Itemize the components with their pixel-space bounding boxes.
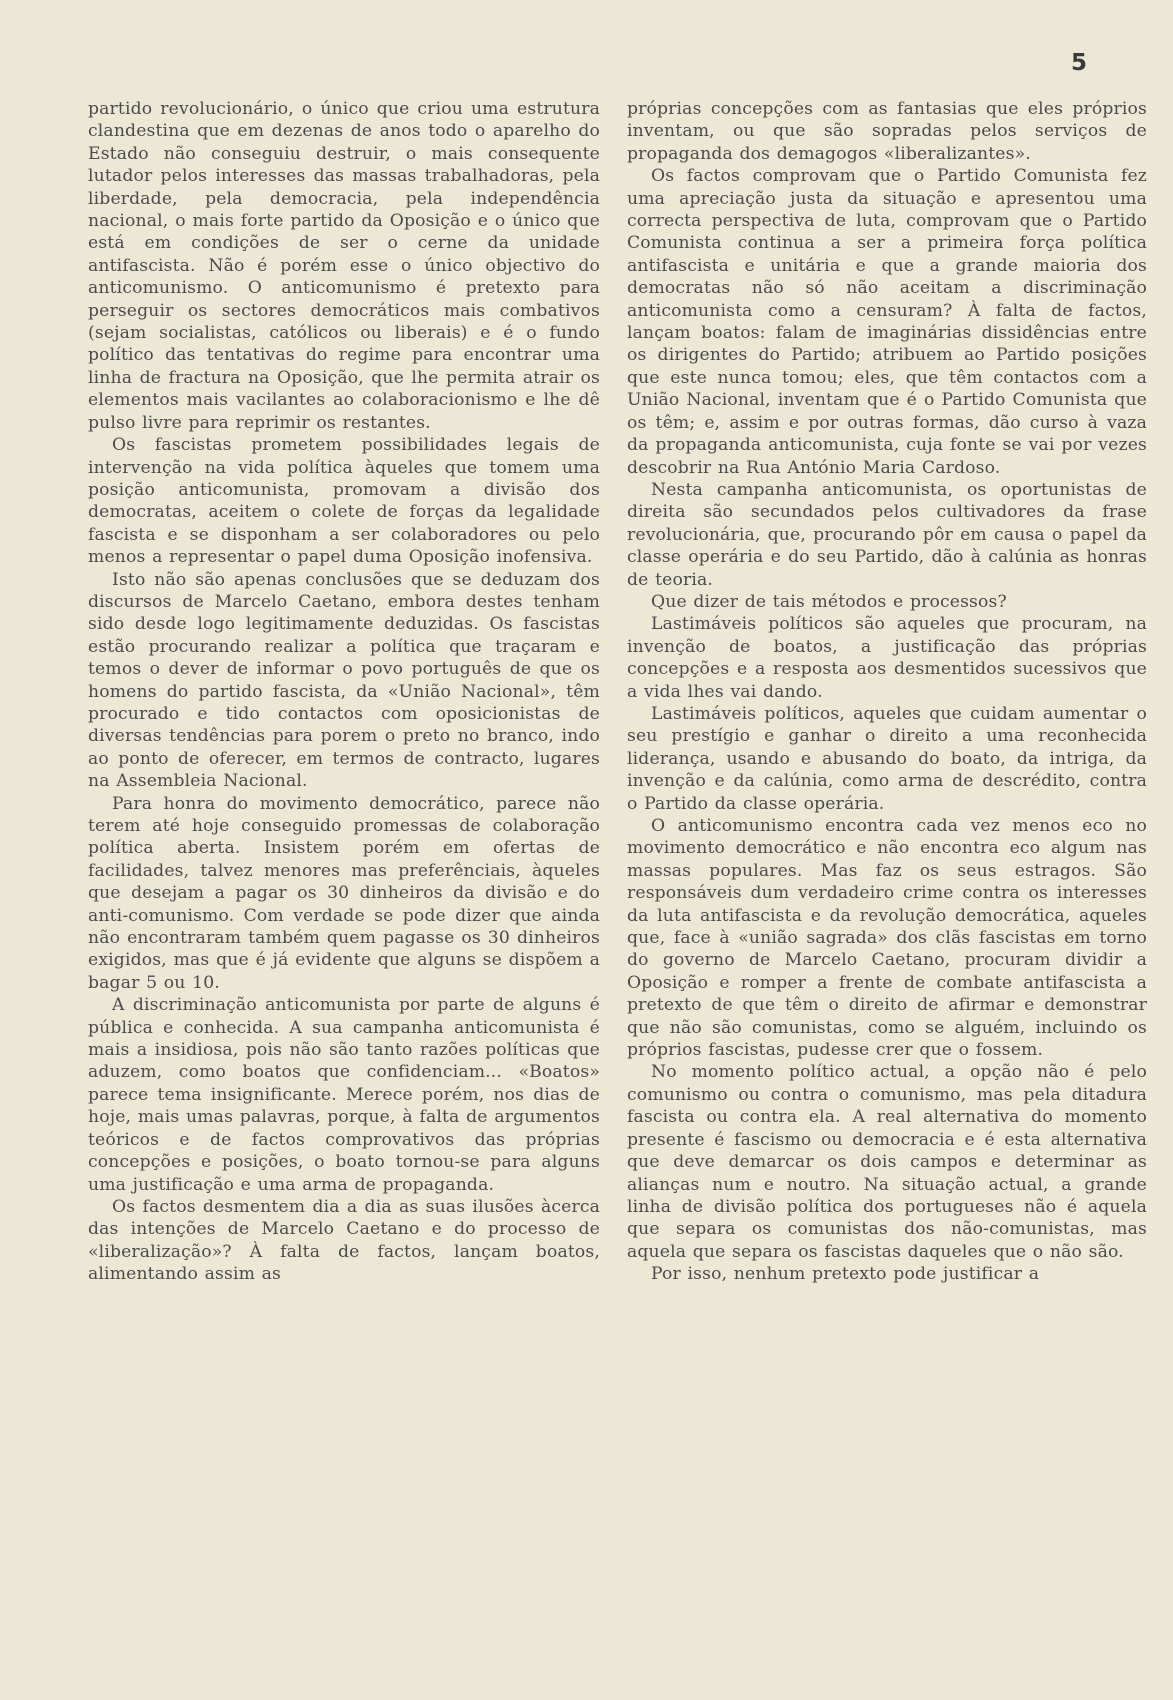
paragraph: partido revolucionário, o único que criou uma estrutura clandestina que em dezenas de anos todo o aparelho do Estado não conseguiu destruir, o mais consequente lutador pelos interesses das massas trabalhadoras, pela liberdade, pela democracia, pela independência nacional, o mais forte partido da Oposição e o único que está em condições de ser o cerne da unidade antifascista. Não é porém esse o único objectivo do anticomunismo. O anticomunismo é pretexto para perseguir os sectores democráticos mais combativos (sejam socialistas, católicos ou liberais) e é o fundo político das tentativas do regime para encontrar uma linha de fractura na Oposição, que lhe permita atrair os elementos mais vacilantes ao colaboracionismo e lhe dê pulso livre para reprimir os restantes. (88, 99, 600, 433)
paragraph: Que dizer de tais métodos e processos? (651, 591, 1007, 612)
right-column (627, 98, 1147, 1286)
paragraph: A discriminação anticomunista por parte de alguns é pública e conhecida. A sua campanha anticomunista é mais a insidiosa, pois não são tanto razões políticas que aduzem, como boatos que confidenciam... «Boatos» parece tema insignificante. Merece porém, nos dias de hoje, mais umas palavras, porque, à falta de argumentos teóricos e de factos comprovativos das próprias concepções e posições, o boato tornou-se para alguns uma justificação e uma arma de propaganda. (88, 995, 600, 1195)
paragraph: próprias concepções com as fantasias que eles próprios inventam, ou que são sopradas pelos serviços de propaganda dos demagogos «liberalizantes». (627, 99, 1147, 164)
paragraph: Isto não são apenas conclusões que se deduzam dos discursos de Marcelo Caetano, embora destes tenham sido desde logo legitimamente deduzidas. Os fascistas estão procurando realizar a política que traçaram e temos o dever de informar o povo português de que os homens do partido fascista, da «União Nacional», têm procurado e tido contactos com oposicionistas de diversas tendências para porem o preto no branco, indo ao ponto de oferecer, em termos de contracto, lugares na Assembleia Nacional. (88, 569, 600, 792)
paragraph: Os factos comprovam que o Partido Comunista fez uma apreciação justa da situação e apresentou uma correcta perspectiva de luta, comprovam que o Partido Comunista continua a ser a primeira força política antifascista e unitária e que a grande maioria dos democratas não só não aceitam a discriminação anticomunista como a censuram? À falta de factos, lançam boatos: falam de imaginárias dissidências entre os dirigentes do Partido; atribuem ao Partido posições que este nunca tomou; eles, que têm contactos com a União Nacional, inventam que é o Partido Comunista que os têm; e, assim e por outras formas, dão curso à vaza da propaganda anticomunista, cuja fonte se vai por vezes descobrir na Rua António Maria Cardoso. (627, 166, 1147, 478)
paragraph: Por isso, nenhum pretexto pode justificar a (651, 1264, 1040, 1285)
page-number: 5 (1071, 50, 1088, 76)
left-column (88, 98, 600, 1286)
paragraph: Nesta campanha anticomunista, os oportunistas de direita são secundados pelos cultivadores da frase revolucionária, que, procurando pôr em causa o papel da classe operária e do seu Partido, dão à calúnia as honras de teoria. (627, 479, 1147, 590)
paragraph: Para honra do movimento democrático, parece não terem até hoje conseguido promessas de colaboração política aberta. Insistem porém em ofertas de facilidades, talvez menores mas preferênciais, àqueles que desejam a pagar os 30 dinheiros da divisão e do anti-comunismo. Com verdade se pode dizer que ainda não encontraram também quem pagasse os 30 dinheiros exigidos, mas que é já evidente que alguns se dispõem a bagar 5 ou 10. (88, 793, 600, 993)
paragraph: Lastimáveis políticos são aqueles que procuram, na invenção de boatos, a justificação das próprias concepções e a resposta aos desmentidos sucessivos que a vida lhes vai dando. (627, 614, 1147, 702)
paragraph: Lastimáveis políticos, aqueles que cuidam aumentar o seu prestígio e ganhar o direito a uma reconhecida liderança, usando e abusando do boato, da intriga, da invenção e da calúnia, como arma de descrédito, contra o Partido da classe operária. (627, 703, 1147, 814)
paragraph: No momento político actual, a opção não é pelo comunismo ou contra o comunismo, mas pela ditadura fascista ou contra ela. A real alternativa do momento presente é fascismo ou democracia e é esta alternativa que deve demarcar os dois campos e determinar as alianças num e noutro. Na situação actual, a grande linha de divisão política dos portugueses não é aquela que separa os comunistas dos não-comunistas, mas aquela que separa os fascistas daqueles que o não são. (627, 1062, 1147, 1262)
paragraph: O anticomunismo encontra cada vez menos eco no movimento democrático e não encontra eco algum nas massas populares. Mas faz os seus estragos. São responsáveis dum verdadeiro crime contra os interesses da luta antifascista e da revolução democrática, aqueles que, face à «união sagrada» dos clãs fascistas em torno do governo de Marcelo Caetano, procuram dividir a Oposição e romper a frente de combate antifascista a pretexto de que têm o direito de afirmar e demonstrar que não são comunistas, como se alguém, incluindo os próprios fascistas, pudesse crer que o fossem. (627, 816, 1147, 1061)
paragraph: Os factos desmentem dia a dia as suas ilusões àcerca das intenções de Marcelo Caetano e do processo de «liberalização»? À falta de factos, lançam boatos, alimentando assim as (88, 1196, 600, 1285)
paragraph: Os fascistas prometem possibilidades legais de intervenção na vida política àqueles que tomem uma posição anticomunista, promovam a divisão dos democratas, aceitem o colete de forças da legalidade fascista e se disponham a ser colaboradores ou pelo menos a representar o papel duma Oposição inofensiva. (88, 435, 600, 568)
